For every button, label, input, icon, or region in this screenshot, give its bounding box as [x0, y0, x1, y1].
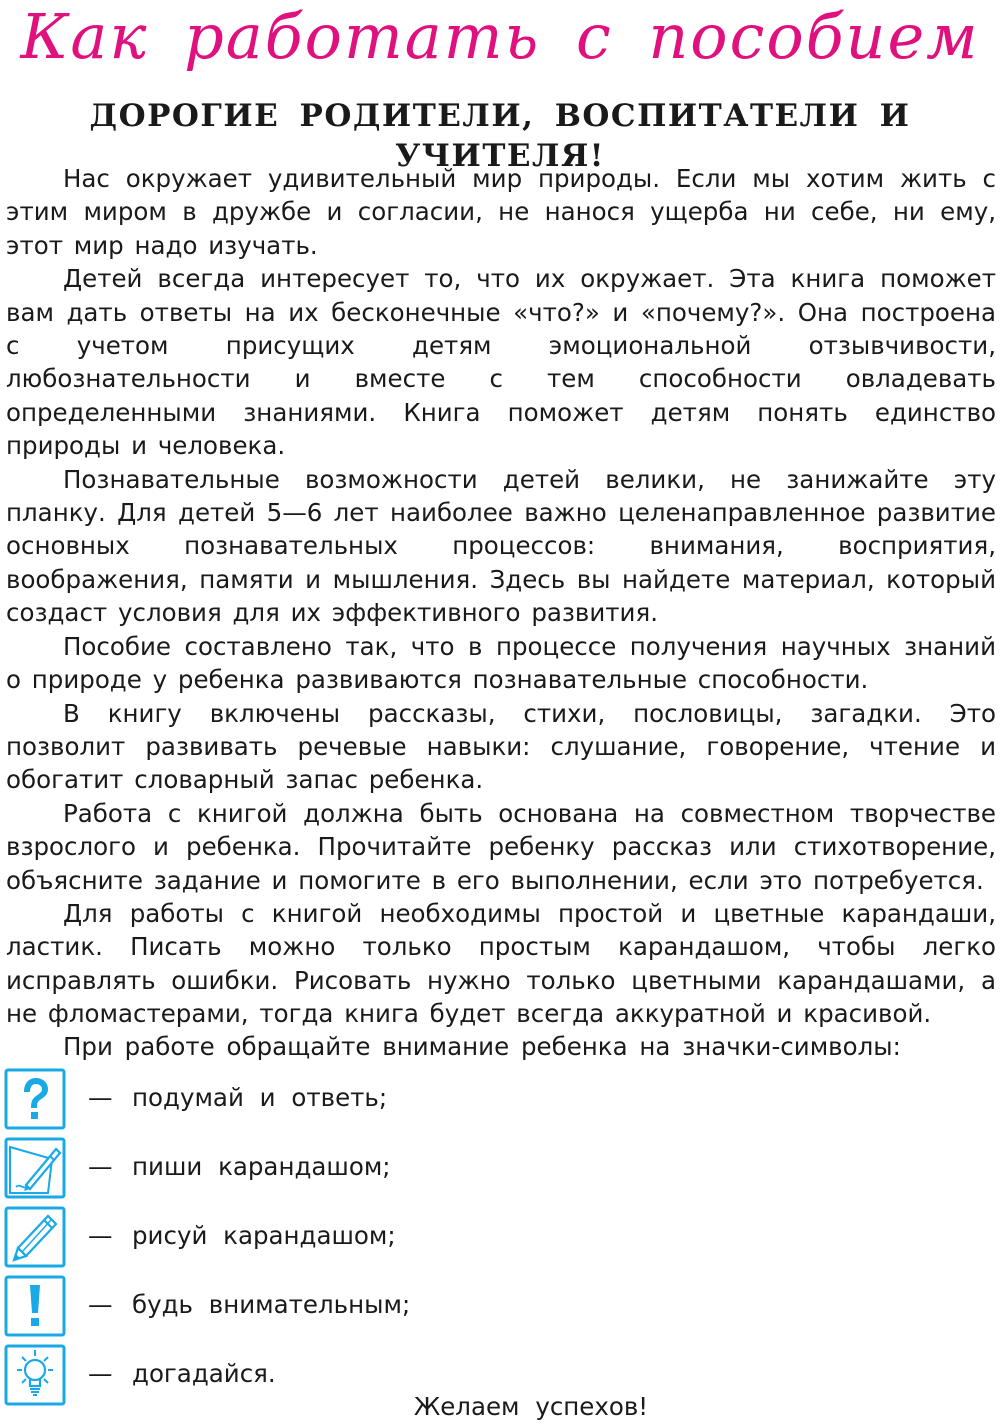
paragraph-4: Пособие составлено так, что в процессе получения научных знаний о природе у ребенка развиваются познавательные способности.: [6, 631, 996, 695]
legend-label-think: подумай и ответь;: [132, 1083, 388, 1112]
exclamation-mark-icon: [4, 1275, 66, 1337]
legend-item: [4, 1068, 604, 1130]
paragraph-3: Познавательные возможности детей велики, не занижайте эту планку. Для детей 5—6 лет наиболее важно целенаправленное развитие основных познавательных процессов: внимания, восприятия, воображения, памяти и мышления. Здесь вы найдете материал, который создаст условия для их эффективного развития.: [6, 464, 996, 628]
page-title: Как работать с пособием: [20, 0, 980, 73]
legend-item: [4, 1275, 604, 1337]
symbols-intro: При работе обращайте внимание ребенка на значки-символы:: [63, 1032, 901, 1061]
paragraph-6: Работа с книгой должна быть основана на совместном творчестве взрослого и ребенка. Прочитайте ребенку рассказ или стихотворение, объясните задание и помогите в его выполнении, если это потребуется.: [6, 798, 996, 895]
legend-label-draw: рисуй карандашом;: [132, 1221, 396, 1250]
legend-dash: —: [88, 1290, 113, 1319]
legend-label-attention: будь внимательным;: [132, 1290, 411, 1319]
legend-dash: —: [88, 1152, 113, 1181]
question-mark-icon: [4, 1068, 66, 1130]
write-pen-icon: [4, 1137, 66, 1199]
legend-dash: —: [88, 1221, 113, 1250]
legend-label-guess: догадайся.: [132, 1359, 276, 1388]
legend-dash: —: [88, 1359, 113, 1388]
page-subtitle: ДОРОГИЕ РОДИТЕЛИ, ВОСПИТАТЕЛИ И УЧИТЕЛЯ!: [89, 98, 911, 174]
legend-label-write: пиши карандашом;: [132, 1152, 391, 1181]
paragraph-5: В книгу включены рассказы, стихи, пословицы, загадки. Это позволит развивать речевые навыки: слушание, говорение, чтение и обогатит словарный запас ребенка.: [6, 698, 996, 795]
body-text: [6, 162, 996, 1031]
legend-dash: —: [88, 1083, 113, 1112]
paragraph-7: Для работы с книгой необходимы простой и цветные карандаши, ластик. Писать можно только простым карандашом, чтобы легко исправлять ошибки. Рисовать нужно только цветными карандашами, а не фломастерами, тогда книга будет всегда аккуратной и красивой.: [6, 898, 996, 1029]
legend-item: [4, 1137, 604, 1199]
legend-item: [4, 1206, 604, 1268]
draw-pencil-icon: [4, 1206, 66, 1268]
paragraph-2: Детей всегда интересует то, что их окружает. Эта книга поможет вам дать ответы на их бесконечные «что?» и «почему?». Она построена с учетом присущих детям эмоциональной отзывчивости, любознательности и вместе с тем способности овладевать определенными знаниями. Книга поможет детям понять единство природы и человека.: [6, 264, 996, 461]
closing-wish: Желаем успехов!: [413, 1392, 649, 1421]
paragraph-1: Нас окружает удивительный мир природы. Если мы хотим жить с этим миром в дружбе и согласии, не нанося ущерба ни себе, ни ему, этот мир надо изучать.: [6, 164, 996, 260]
